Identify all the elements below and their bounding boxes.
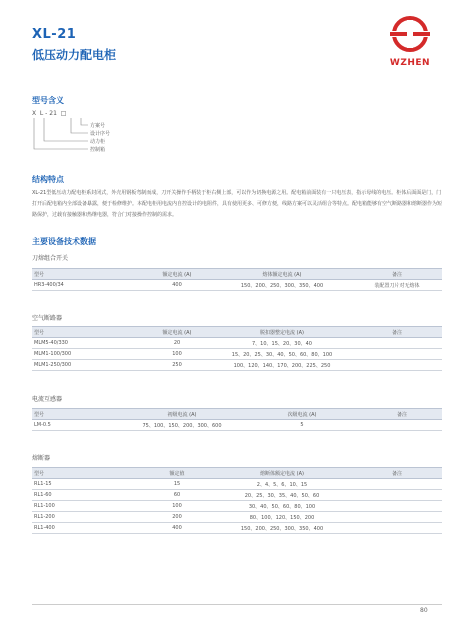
table-cell <box>352 501 442 512</box>
table-cell <box>352 523 442 534</box>
logo-wordmark: WZHEN <box>389 58 431 68</box>
table-cell: 20 <box>142 338 212 349</box>
table-air-breaker <box>32 326 442 371</box>
table-cell: 15、20、25、30、40、50、60、80、100 <box>212 349 352 360</box>
table-cell <box>352 360 442 371</box>
table-cell: 80、100、120、150、200 <box>212 512 352 523</box>
table-cell: MLM1-250/300 <box>32 360 142 371</box>
table-cell <box>352 512 442 523</box>
table-row <box>32 360 442 371</box>
table-cell <box>352 338 442 349</box>
table-cell <box>352 349 442 360</box>
model-code-diagram <box>32 110 152 160</box>
table-cell: 2、4、5、6、10、15 <box>212 479 352 490</box>
table-cell: RL1-200 <box>32 512 142 523</box>
table-row <box>32 420 442 431</box>
table-cell <box>352 490 442 501</box>
table-cell: 5 <box>242 420 362 431</box>
column-header: 型号 <box>32 269 142 280</box>
table-fuse <box>32 467 442 534</box>
table-cell: MLM1-100/300 <box>32 349 142 360</box>
model-code: X L - 21 □ <box>32 110 67 117</box>
table-cell: 75、100、150、200、300、600 <box>122 420 242 431</box>
logo-emblem-icon <box>380 12 440 58</box>
table-cell: 250 <box>142 360 212 371</box>
section-title-structure: 结构特点 <box>32 175 64 184</box>
table-header-row <box>32 409 442 420</box>
table-caption-fuse: 熔断器 <box>32 455 51 462</box>
title-block <box>32 27 116 63</box>
table-row <box>32 501 442 512</box>
table-cell: 400 <box>142 523 212 534</box>
table-cell: 60 <box>142 490 212 501</box>
table-caption-air-breaker: 空气断路器 <box>32 315 63 322</box>
column-header: 熔体额定电流 (A) <box>212 269 352 280</box>
table-cell: LM-0.5 <box>32 420 122 431</box>
model-label-control-box: 控制箱 <box>90 147 106 153</box>
table-cell: MLM5-40/330 <box>32 338 142 349</box>
table-cell <box>352 479 442 490</box>
table-header-row <box>32 269 442 280</box>
model-label-scheme: 方案号 <box>90 123 106 129</box>
column-header: 次级电流 (A) <box>242 409 362 420</box>
table-row <box>32 490 442 501</box>
table-caption-current-transformer: 电流互感器 <box>32 396 63 403</box>
table-cell: 15 <box>142 479 212 490</box>
column-header: 初级电流 (A) <box>122 409 242 420</box>
table-header-row <box>32 468 442 479</box>
page-title: XL-21 <box>32 27 77 42</box>
column-header: 脱扣器整定电流 (A) <box>212 327 352 338</box>
table-cell: 100 <box>142 349 212 360</box>
table-cell: 400 <box>142 280 212 291</box>
table-current-transformer <box>32 408 442 431</box>
column-header: 备注 <box>362 409 442 420</box>
table-cell: 150、200、250、300、350、400 <box>212 523 352 534</box>
page-subtitle: 低压动力配电柜 <box>32 48 117 62</box>
model-label-design-no: 设计序号 <box>90 131 111 137</box>
table-cell: 7、10、15、20、30、40 <box>212 338 352 349</box>
column-header: 额定电流 (A) <box>142 327 212 338</box>
table-cell: 150、200、250、300、350、400 <box>212 280 352 291</box>
table-cell: 30、40、50、60、80、100 <box>212 501 352 512</box>
page-number: 80 <box>420 607 428 614</box>
model-label-power-cabinet: 动力柜 <box>90 139 106 145</box>
table-row <box>32 349 442 360</box>
table-cell: HR3-400/34 <box>32 280 142 291</box>
column-header: 额定电流 (A) <box>142 269 212 280</box>
column-header: 型号 <box>32 409 122 420</box>
table-cell: RL1-60 <box>32 490 142 501</box>
column-header: 额定值 <box>142 468 212 479</box>
column-header: 熔断体额定电流 (A) <box>212 468 352 479</box>
table-caption-fuse-switch: 刀熔组合开关 <box>32 255 69 262</box>
table-cell: 100 <box>142 501 212 512</box>
column-header: 型号 <box>32 468 142 479</box>
footer-divider <box>32 604 442 605</box>
table-row <box>32 280 442 291</box>
table-cell: RL1-400 <box>32 523 142 534</box>
section-title-model-meaning: 型号含义 <box>32 96 64 105</box>
table-row <box>32 523 442 534</box>
table-cell: RL1-100 <box>32 501 142 512</box>
column-header: 型号 <box>32 327 142 338</box>
table-row <box>32 479 442 490</box>
table-row <box>32 338 442 349</box>
table-cell: 装配置刀片对无熔体 <box>352 280 442 291</box>
table-cell: 100、120、140、170、200、225、250 <box>212 360 352 371</box>
brand-logo <box>380 12 440 70</box>
column-header: 备注 <box>352 269 442 280</box>
table-row <box>32 512 442 523</box>
column-header: 备注 <box>352 327 442 338</box>
table-cell: RL1-15 <box>32 479 142 490</box>
table-header-row <box>32 327 442 338</box>
section-title-main-data: 主要设备技术数据 <box>32 237 96 246</box>
structure-description: XL-21型低压动力配电柜系封闭式，外壳用钢板弯制而成，刀开关操作手柄装于柜右侧上部，可以作为切换电源之用。配电箱前面装有一只电压表，指示母线的电压。柜体后面面是门，门打开后配电箱内全部设备暴露，便于检修维护。本配电柜用电流内自控设计的电阻件，具有使用更多、可修方便，线路方案可以灵活组合等特点。配电箱能够有空气断路器和熔断器作为短路保护，过载有接触器和热继电器，符合门对接操作控制的需求。 <box>32 190 443 218</box>
column-header: 备注 <box>352 468 442 479</box>
table-fuse-switch <box>32 268 442 291</box>
table-cell: 20、25、30、35、40、50、60 <box>212 490 352 501</box>
table-cell <box>362 420 442 431</box>
table-cell: 200 <box>142 512 212 523</box>
